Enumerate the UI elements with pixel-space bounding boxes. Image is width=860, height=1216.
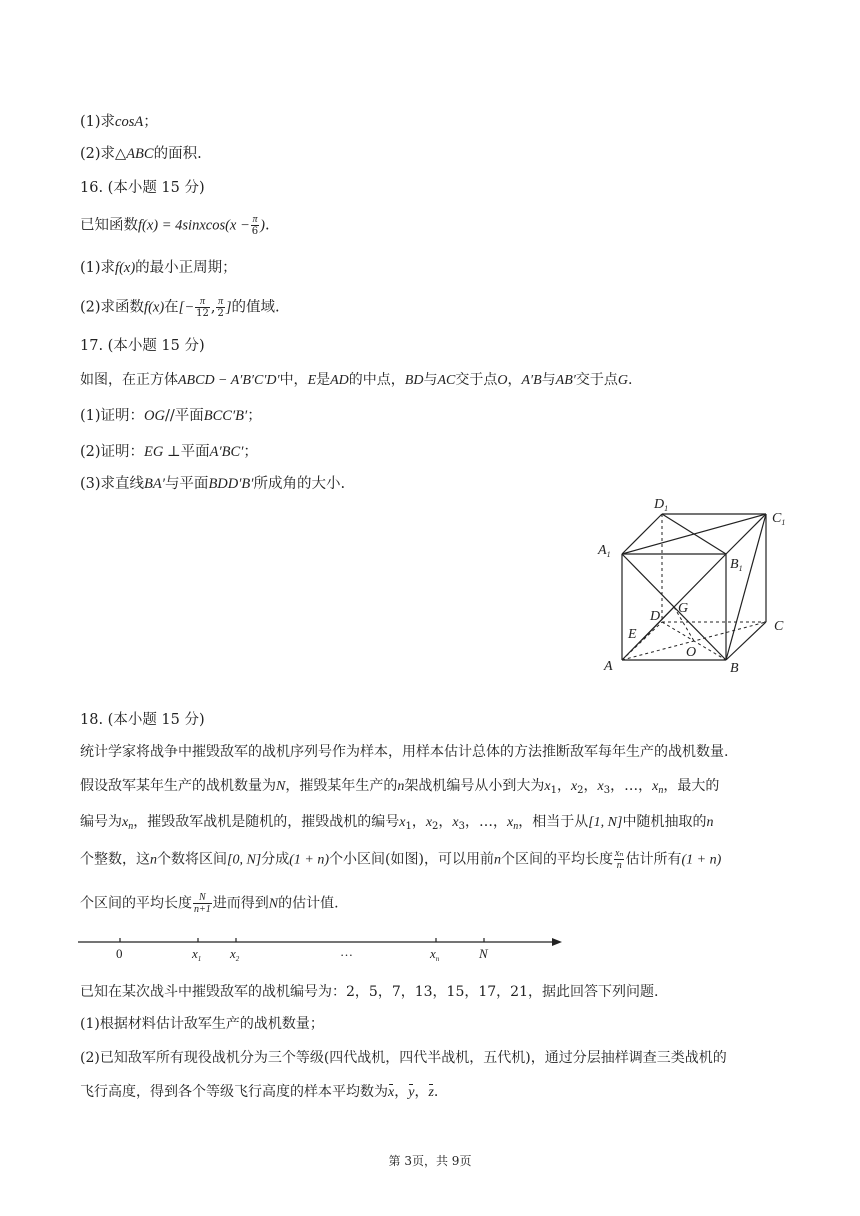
text: . (265, 217, 270, 234)
q18-line8: (2)已知敌军所有现役战机分为三个等级(四代战机，四代半战机，五代机)，通过分层抽样调查三类战机的 (80, 1050, 727, 1066)
label-E: E (628, 627, 637, 642)
tick-zero: 0 (116, 946, 123, 961)
q18-line5: 个区间的平均长度 $\frac{N}{n+1}$ 进而得到N的估计值. (80, 892, 339, 915)
tick-dots: … (340, 944, 353, 959)
text: (1)求 (80, 114, 116, 130)
tick-xn: $x_n$ (430, 946, 440, 963)
q16-stem (80, 214, 270, 237)
label-B1: $B_1$ (730, 557, 743, 573)
label-O: O (686, 645, 697, 660)
q18-line9: 飞行高度，得到各个等级飞行高度的样本平均数为x，y，z. (80, 1082, 438, 1103)
fraction: $\frac{\pi}{6}$ (251, 214, 259, 237)
tick-x1: $x_1$ (192, 946, 202, 963)
text: 已知函数 (80, 217, 138, 234)
math: f(x) = 4sinxcos(x − (138, 217, 250, 234)
tick-N: N (479, 946, 488, 961)
label-D: D (650, 609, 661, 624)
q17-part3: (3)求直线BA′与平面BDD′B′所成角的大小. (80, 476, 346, 492)
number-line (78, 930, 568, 964)
text: (2)求△ (80, 146, 127, 162)
label-A: A (604, 659, 613, 674)
page-footer: 第 3页，共 9页 (388, 1154, 472, 1168)
math: ABC (126, 146, 154, 162)
q18-line6: 已知在某次战斗中摧毁敌军的战机编号为：2，5，7，13，15，17，21，据此回答下列问题. (80, 984, 659, 1000)
text: ； (143, 114, 158, 130)
q18-line1: 统计学家将战争中摧毁敌军的战机序列号作为样本，用样本估计总体的方法推断敌军每年生产的战机数量. (80, 744, 729, 760)
math: cosA (115, 114, 144, 130)
cube-figure (590, 492, 800, 682)
label-C: C (774, 619, 784, 634)
q15-part2 (80, 144, 202, 164)
q18-line2: 假设敌军某年生产的战机数量为N，摧毁某年生产的n架战机编号从小到大为$x_1$，$x_2$，$x_3$，…，$x_n$，最大的 (80, 778, 720, 796)
q16-part2: (2)求函数f(x)在[− $\frac{\pi}{12}$ , $\frac{\pi}{2}$ ]的值域. (80, 296, 280, 319)
q16-part1: (1)求f(x)的最小正周期； (80, 260, 237, 276)
math: ) (260, 217, 265, 234)
label-D1: $D_1$ (654, 497, 669, 513)
q18-line4: 个整数，这n个数将区间[0, N]分成(1 + n)个小区间(如图)，可以用前n个区间的平均长度 $\frac{\text{xₙ}}{n}$ 估计所有(1 + n) (80, 848, 722, 871)
label-A1: $A_1$ (598, 543, 611, 559)
q16-header: 16. (本小题 15 分) (80, 180, 205, 196)
q17-part1: (1)证明：OG//平面BCC′B′； (80, 408, 262, 424)
q17-header: 17. (本小题 15 分) (80, 338, 205, 354)
q18-line3: 编号为$x_n$，摧毁敌军战机是随机的，摧毁战机的编号$x_1$，$x_2$，$x_3$，…，$x_n$，相当于从[1, N]中随机抽取的n (80, 814, 714, 832)
q18-header: 18. (本小题 15 分) (80, 712, 205, 728)
label-B: B (730, 661, 739, 676)
q17-part2: (2)证明：EG ⊥平面A′BC′； (80, 444, 258, 460)
tick-x2: $x_2$ (230, 946, 240, 963)
q18-line7: (1)根据材料估计敌军生产的战机数量； (80, 1016, 324, 1032)
q15-part1 (80, 112, 158, 132)
text: 的面积. (153, 146, 202, 162)
label-C1: $C_1$ (772, 511, 786, 527)
label-G: G (678, 601, 689, 616)
q17-stem: 如图，在正方体ABCD − A′B′C′D′中，E是AD的中点，BD与AC交于点O，A′B与AB′交于点G. (80, 372, 633, 388)
